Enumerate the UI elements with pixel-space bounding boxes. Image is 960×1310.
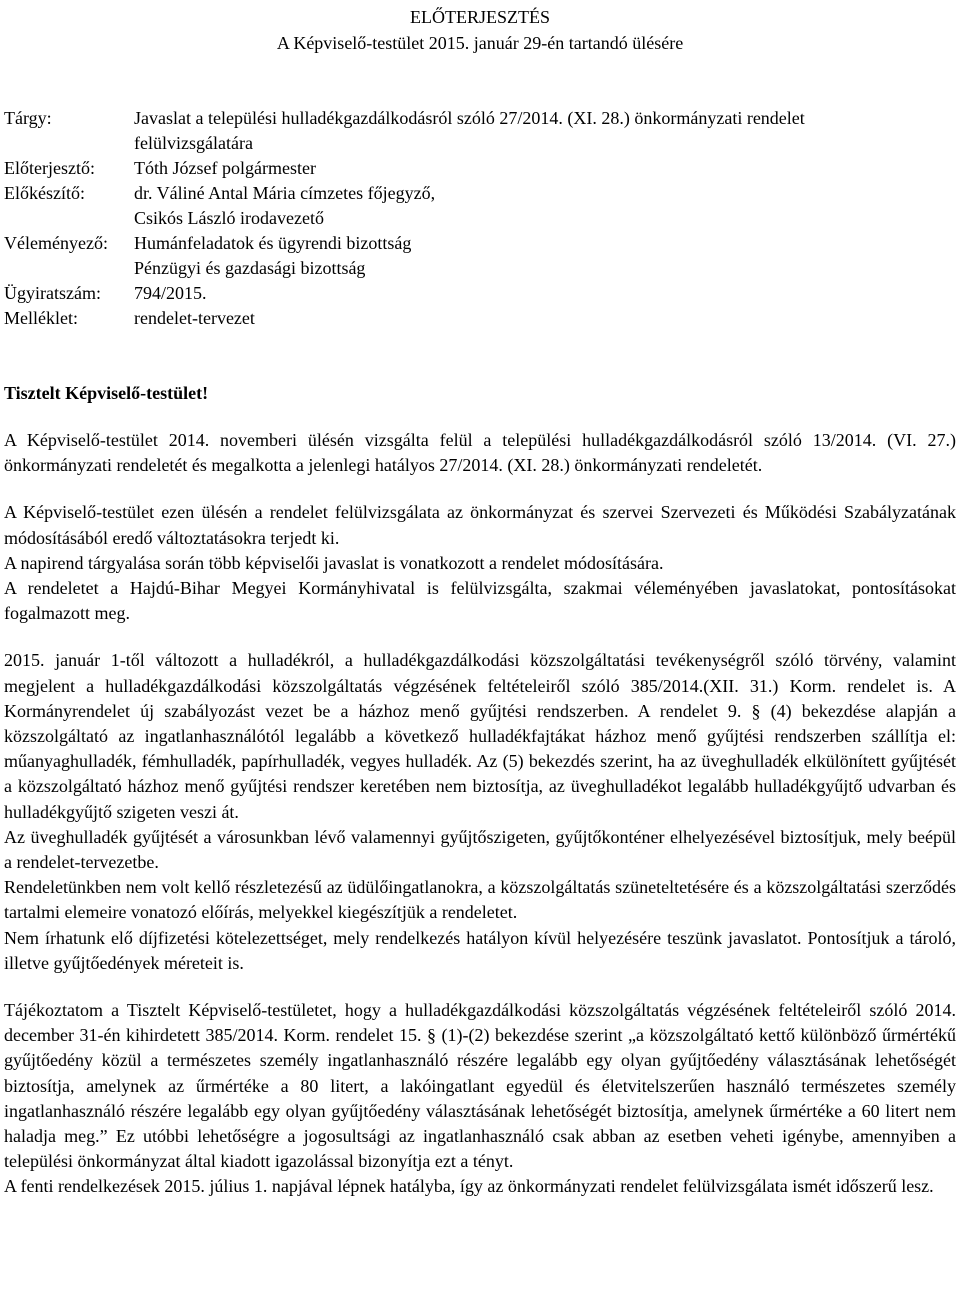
spacer [4,626,956,648]
attachment-label: Melléklet: [4,308,78,328]
attachment-value: rendelet-tervezet [134,308,255,328]
preparer-line-1: dr. Váliné Antal Mária címzetes főjegyző, [134,183,436,203]
paragraph-6: Az üveghulladék gyűjtését a városunkban lévő valamennyi gyűjtőszigeten, gyűjtőkonténer elhelyezésével biztosítjuk, mely beépül a rendelet-tervezetbe. [4,826,956,873]
meta-row-subject [4,106,956,156]
paragraph-2: A Képviselő-testület ezen ülésén a rendelet felülvizsgálata az önkormányzat és szervei Szervezeti és Működési Szabályzatának módosításából eredő változtatásokra terjedt ki. [4,502,956,548]
document-subtitle: A Képviselő-testület 2015. január 29-én tartandó ülésére [276,33,684,53]
preparer-line-2: Csikós László irodavezető [134,208,324,228]
meta-row-file-number [4,281,956,306]
spacer [4,406,956,428]
reviewer-line-1: Humánfeladatok és ügyrendi bizottság [134,233,412,253]
reviewer-label: Véleményező: [4,233,108,253]
subject-line-1: Javaslat a települési hulladékgazdálkodásról szóló 27/2014. (XI. 28.) önkormányzati rendelet [134,108,805,128]
paragraph-8: Nem írhatunk elő díjfizetési kötelezettséget, mely rendelkezés hatályon kívül helyezésére teszünk javaslatot. Pontosítjuk a tároló, illetve gyűjtőedények méreteit is. [4,927,956,973]
preparer-value [134,181,956,231]
meta-row-presenter [4,156,956,181]
meta-row-attachment [4,306,956,331]
spacer [4,478,956,500]
meta-row-preparer [4,181,956,231]
presenter-value: Tóth József polgármester [134,158,316,178]
salutation: Tisztelt Képviselő-testület! [4,383,209,403]
paragraph-3: A napirend tárgyalása során több képviselői javaslat is vonatkozott a rendelet módosítására. [4,552,664,573]
title-block [4,0,956,56]
paragraph-4: A rendeletet a Hajdú-Bihar Megyei Kormányhivatal is felülvizsgálta, szakmai véleményében javaslatokat, pontosításokat fogalmazott meg. [4,578,956,624]
paragraph-10: A fenti rendelkezések 2015. július 1. napjával lépnek hatályba, így az önkormányzati rendelet felülvizsgálata ismét időszerű lesz. [4,1176,934,1197]
subject-label: Tárgy: [4,108,52,128]
paragraph-9: Tájékoztatom a Tisztelt Képviselő-testületet, hogy a hulladékgazdálkodási közszolgáltatás végzésének feltételeiről szóló 2014. december 31-én kihirdetett 385/2014. Korm. rendelet 15. § (1)-(2) bekezdése szerint „a közszolgáltató kettő különböző űrmértékű gyűjtőedény közül a természetes személy ingatlanhasználó részére legalább egy olyan gyűjtőedény választásának lehetőségét biztosítja, amelynek az űrmértéke a 80 litert, a lakóingatlant egyedül és életvitelszerűen használó természetes személy ingatlanhasználó részére legalább egy olyan gyűjtőedény választásának lehetőségét biztosítja, amelynek űrmértéke a 60 litert nem haladja meg.” Ez utóbbi lehetőségre a jogosultsági az ingatlanhasználó csak abban az esetben veheti igénybe, amennyiben a települési önkormányzat által kiadott igazolással bizonyítja ezt a tényt. [4,1000,956,1172]
paragraph-5: 2015. január 1-től változott a hulladékról, a hulladékgazdálkodási közszolgáltatási tevékenységről szóló törvény, valamint megjelent a hulladékgazdálkodási közszolgáltatás végzésének feltételeiről szóló 385/2014.(XII. 31.) Korm. rendelet is. A Kormányrendelet új szabályozást vezet be a házhoz menő gyűjtési rendszerben. A rendelet 9. § (4) bekezdése alapján a közszolgáltató az ingatlanhasználótól legalább a következő hulladékfajtákat házhoz menő gyűjtési rendszerben szállítja el: műanyaghulladék, fémhulladék, papírhulladék, vegyes hulladék. Az (5) bekezdés szerint, ha az üveghulladék elkülönített gyűjtését a közszolgáltató házhoz menő gyűjtési rendszer keretében nem biztosítja, az üveghulladékot legalább hulladékgyűjtő udvarban és hulladékgyűjtő szigeten veszi át. [4,650,956,822]
meta-block [4,106,956,331]
paragraph-1: A Képviselő-testület 2014. novemberi ülésén vizsgálta felül a települési hulladékgazdálkodásról szóló 13/2014. (VI. 27.) önkormányzati rendeletét és megalkotta a jelenlegi hatályos 27/2014. (XI. 28.) önkormányzati rendeletét. [4,430,956,476]
file-number-label: Ügyiratszám: [4,283,101,303]
meta-row-reviewer [4,231,956,281]
reviewer-value [134,231,956,281]
reviewer-line-2: Pénzügyi és gazdasági bizottság [134,258,366,278]
document-title: ELŐTERJESZTÉS [410,7,550,27]
subject-line-2: felülvizsgálatára [134,133,253,153]
presenter-label: Előterjesztő: [4,158,95,178]
preparer-label: Előkészítő: [4,183,85,203]
document-page [4,0,956,1200]
paragraph-7: Rendeletünkben nem volt kellő részletezésű az üdülőingatlanokra, a közszolgáltatás szüneteltetésére és a közszolgáltatási szerződés tartalmi elemeire vonatozó előírás, melyekkel kiegészítjük a rendeletet. [4,877,956,923]
subject-value [134,106,956,156]
spacer [4,976,956,998]
file-number-value: 794/2015. [134,283,207,303]
